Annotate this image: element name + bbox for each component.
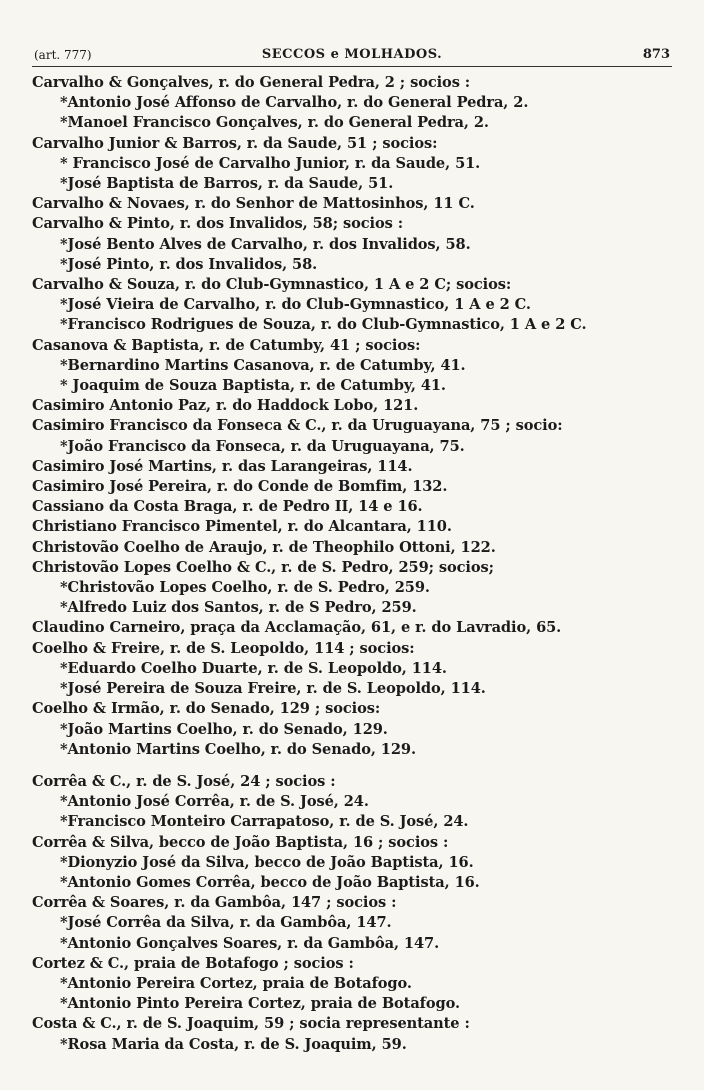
partner-entry: *Manoel Francisco Gonçalves, r. do General Pedra, 2.	[60, 114, 489, 132]
section-title: SECCOS e MOLHADOS.	[261, 47, 443, 62]
page-number: 873	[642, 47, 670, 62]
firm-entry: Christiano Francisco Pimentel, r. do Alcantara, 110.	[32, 518, 452, 536]
partner-entry: *Antonio Pereira Cortez, praia de Botafogo.	[60, 974, 412, 992]
firm-entry: Coelho & Irmão, r. do Senado, 129 ; socios:	[32, 700, 381, 718]
partner-entry: *Antonio Martins Coelho, r. do Senado, 129.	[60, 740, 416, 758]
directory-page	[32, 42, 672, 1055]
firm-entry: Claudino Carneiro, praça da Acclamação, 61, e r. do Lavradio, 65.	[32, 619, 562, 637]
firm-entry: Corrêa & C., r. de S. José, 24 ; socios :	[32, 772, 336, 790]
article-range: (art. 777)	[34, 48, 92, 62]
firm-entry: Carvalho & Souza, r. do Club-Gymnastico, 1 A e 2 C; socios:	[32, 276, 512, 294]
partner-entry: * Joaquim de Souza Baptista, r. de Catumby, 41.	[60, 377, 446, 395]
firm-entry: Corrêa & Silva, becco de João Baptista, 16 ; socios :	[32, 833, 449, 851]
firm-entry: Christovão Coelho de Araujo, r. de Theophilo Ottoni, 122.	[32, 538, 496, 556]
firm-entry: Christovão Lopes Coelho & C., r. de S. Pedro, 259; socios;	[32, 558, 494, 576]
partner-entry: *José Corrêa da Silva, r. da Gambôa, 147.	[60, 914, 392, 932]
partner-entry: *José Pinto, r. dos Invalidos, 58.	[60, 255, 318, 273]
firm-entry: Casimiro Antonio Paz, r. do Haddock Lobo, 121.	[32, 397, 419, 415]
firm-entry: Cortez & C., praia de Botafogo ; socios :	[32, 954, 354, 972]
partner-entry: *Rosa Maria da Costa, r. de S. Joaquim, 59.	[60, 1035, 407, 1053]
partner-entry: *João Francisco da Fonseca, r. da Uruguayana, 75.	[60, 437, 465, 455]
firm-entry: Coelho & Freire, r. de S. Leopoldo, 114 ; socios:	[32, 639, 415, 657]
partner-entry: *Dionyzio José da Silva, becco de João Baptista, 16.	[60, 853, 474, 871]
partner-entry: *Antonio Pinto Pereira Cortez, praia de Botafogo.	[60, 995, 460, 1013]
partner-entry: *José Vieira de Carvalho, r. do Club-Gymnastico, 1 A e 2 C.	[60, 296, 531, 314]
page-header	[32, 42, 672, 67]
directory-entries	[32, 73, 672, 1055]
partner-entry: *Antonio Gonçalves Soares, r. da Gambôa, 147.	[60, 934, 440, 952]
firm-entry: Corrêa & Soares, r. da Gambôa, 147 ; socios :	[32, 894, 397, 912]
partner-entry: *Christovão Lopes Coelho, r. de S. Pedro, 259.	[60, 579, 430, 597]
partner-entry: *Bernardino Martins Casanova, r. de Catumby, 41.	[60, 356, 466, 374]
firm-entry: Casimiro José Pereira, r. do Conde de Bomfim, 132.	[32, 478, 448, 496]
firm-entry: Carvalho & Gonçalves, r. do General Pedra, 2 ; socios :	[32, 74, 471, 91]
firm-entry: Carvalho & Pinto, r. dos Invalidos, 58; socios :	[32, 215, 403, 233]
partner-entry: *Antonio Gomes Corrêa, becco de João Baptista, 16.	[60, 873, 480, 891]
partner-entry: *Francisco Rodrigues de Souza, r. do Club-Gymnastico, 1 A e 2 C.	[60, 316, 587, 334]
partner-entry: *Antonio José Affonso de Carvalho, r. do General Pedra, 2.	[60, 94, 529, 112]
partner-entry: *José Pereira de Souza Freire, r. de S. Leopoldo, 114.	[60, 680, 486, 698]
partner-entry: *Antonio José Corrêa, r. de S. José, 24.	[60, 793, 369, 811]
partner-entry: *Eduardo Coelho Duarte, r. de S. Leopoldo, 114.	[60, 659, 447, 677]
firm-entry: Costa & C., r. de S. Joaquim, 59 ; socia representante :	[32, 1015, 470, 1033]
partner-entry: *Francisco Monteiro Carrapatoso, r. de S. José, 24.	[60, 813, 469, 831]
firm-entry: Carvalho & Novaes, r. do Senhor de Mattosinhos, 11 C.	[32, 195, 475, 213]
firm-entry: Casimiro José Martins, r. das Larangeiras, 114.	[32, 457, 413, 475]
partner-entry: *José Baptista de Barros, r. da Saude, 51.	[60, 175, 394, 193]
firm-entry: Casimiro Francisco da Fonseca & C., r. da Uruguayana, 75 ; socio:	[32, 417, 563, 435]
partner-entry: * Francisco José de Carvalho Junior, r. da Saude, 51.	[60, 154, 481, 172]
partner-entry: *Alfredo Luiz dos Santos, r. de S Pedro, 259.	[60, 599, 417, 617]
firm-entry: Cassiano da Costa Braga, r. de Pedro II, 14 e 16.	[32, 498, 423, 516]
partner-entry: *José Bento Alves de Carvalho, r. dos Invalidos, 58.	[60, 235, 471, 253]
firm-entry: Carvalho Junior & Barros, r. da Saude, 51 ; socios:	[32, 134, 438, 152]
partner-entry: *João Martins Coelho, r. do Senado, 129.	[60, 720, 388, 738]
firm-entry: Casanova & Baptista, r. de Catumby, 41 ; socios:	[32, 336, 421, 354]
